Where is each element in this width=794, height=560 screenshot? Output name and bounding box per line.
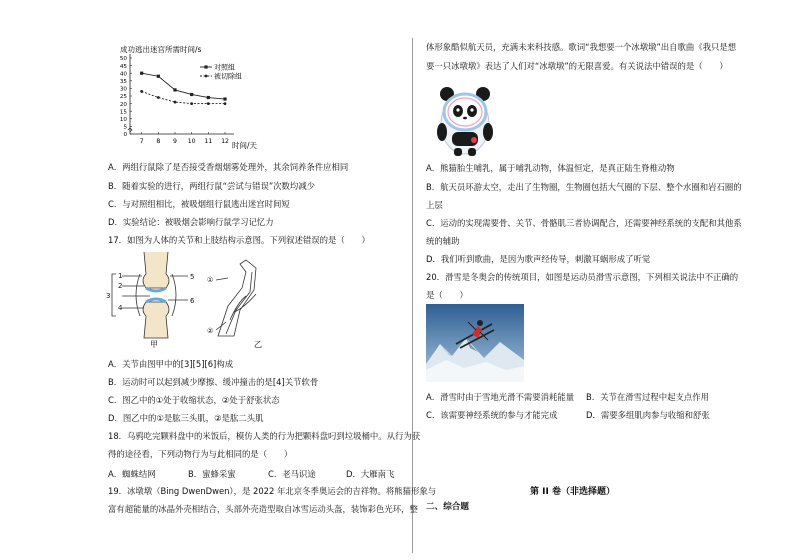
chart-ytick-label: 35 bbox=[119, 79, 127, 85]
chart-legend bbox=[200, 63, 242, 81]
chart-point bbox=[223, 97, 226, 100]
q18-line-1: 18．乌鸦吃完颗料盘中的米饭后，模仿人类的行为把颗料盘叼到垃圾桶中。从行为获 bbox=[108, 431, 421, 441]
q17-option-a: A．关节由图甲中的[3][5][6]构成 bbox=[108, 359, 234, 369]
fig17-label-1: 1 bbox=[118, 272, 123, 280]
fig17-label-2: 2 bbox=[118, 282, 123, 290]
q16-option-c: C．与对照组相比，被吸烟组行鼠逃出迷宫时间短 bbox=[108, 199, 290, 209]
chart-ytick-label: 15 bbox=[119, 109, 127, 116]
chart-xtick-label: 11 bbox=[204, 138, 213, 145]
q20-line-2: 是（ ） bbox=[426, 290, 468, 300]
skier-photo bbox=[426, 304, 524, 382]
fig17-label-6: 6 bbox=[190, 297, 195, 305]
chart-point bbox=[207, 96, 210, 99]
q19-cont-2: 要一只冰墩墩》表达了人们对“冰墩墩”的无限喜爱。有关说法中错误的是（ ） bbox=[426, 61, 728, 71]
q17-option-b: B．运动时可以起到减少摩擦、缓冲撞击的是[4]关节软骨 bbox=[108, 377, 319, 387]
chart-point bbox=[207, 102, 210, 105]
q19-option-b-cont: 上层 bbox=[426, 200, 443, 210]
q20-option-d: D．需要多组肌肉参与收缩和舒张 bbox=[586, 410, 710, 420]
fig17-caption-jia: 甲 bbox=[150, 340, 158, 349]
chart-legend-marker bbox=[204, 65, 207, 68]
q19-option-c-cont: 统的辅助 bbox=[426, 236, 460, 246]
chart-xtick-label: 10 bbox=[187, 138, 196, 145]
chart-ylabel: 成功逃出迷宫所需时间/s bbox=[120, 45, 202, 54]
chart-ytick-label: 40 bbox=[119, 71, 127, 78]
chart-point bbox=[190, 93, 193, 96]
q18-option-b: B．蜜蜂采蜜 bbox=[188, 469, 236, 479]
chart-legend-label: 被切除组 bbox=[214, 72, 242, 81]
q16-option-d: D．实验结论：被吸烟会影响行鼠学习记忆力 bbox=[108, 217, 274, 227]
chart-xtick-label: 12 bbox=[221, 138, 229, 145]
q19-cont-1: 体形象酷似航天员，充满未来科技感。歌词“我想要一个冰墩墩”出自歌曲《我只是想 bbox=[426, 42, 737, 52]
column-divider bbox=[412, 38, 413, 553]
fig17-label-3: 3 bbox=[106, 292, 111, 300]
q20-option-c: C．该需要神经系统的参与才能完成 bbox=[426, 410, 558, 420]
chart-point bbox=[157, 75, 160, 78]
chart-point bbox=[140, 72, 143, 75]
chart-point bbox=[190, 102, 193, 105]
chart-ytick-label: 25 bbox=[119, 94, 127, 101]
joint-arm-figure bbox=[106, 250, 286, 349]
arm-diagram bbox=[216, 260, 256, 336]
chart-xtick-label: 9 bbox=[173, 138, 177, 145]
chart-xlabel: 时间/天 bbox=[232, 141, 258, 150]
chart-ytick-label: 30 bbox=[119, 86, 127, 93]
chart-series-line bbox=[142, 73, 225, 99]
part2-subtitle: 二、综合题 bbox=[426, 502, 469, 512]
q20-option-b: B．关节在滑雪过程中起支点作用 bbox=[586, 392, 709, 402]
q19-option-a: A．熊猫胎生哺乳，属于哺乳动物，体温恒定，是真正陆生脊椎动物 bbox=[426, 163, 675, 173]
chart-point bbox=[174, 101, 177, 104]
chart-ytick-label: 50 bbox=[119, 56, 127, 63]
chart-point bbox=[157, 96, 160, 99]
q18-option-c: C．老马识途 bbox=[268, 469, 316, 479]
chart-ytick-label: 0 bbox=[123, 132, 127, 139]
q20-line-1: 20．滑雪是冬奥会的传统项目，如图是运动员滑雪示意图，下列相关说法中不正确的 bbox=[426, 272, 739, 282]
chart-point bbox=[140, 90, 143, 93]
chart-point bbox=[173, 88, 176, 91]
q17-option-d: D．图乙中的①是肱三头肌，②是肱二头肌 bbox=[108, 413, 264, 423]
q19-line-2: 富有超能量的冰晶外壳相结合，头部外壳造型取自冰雪运动头盔，装饰彩色光环，整 bbox=[108, 504, 418, 514]
part2-title: 第 II 卷（非选择题） bbox=[530, 487, 615, 497]
chart-point bbox=[224, 102, 227, 105]
q19-option-b: B．航天员环游太空，走出了生物圈，生物圈包括大气圈的下层、整个水圈和岩石圈的 bbox=[426, 182, 742, 192]
q19-option-d: D．我们听到歌曲，是因为歌声经传导，刺激耳蜗形成了听觉 bbox=[426, 254, 651, 264]
bing-dwen-dwen-image bbox=[430, 80, 500, 158]
q19-option-c: C．运动的实现需要骨、关节、骨骼肌三者协调配合，还需要神经系统的支配和其他系 bbox=[426, 218, 742, 228]
chart-xtick-label: 7 bbox=[139, 138, 144, 145]
q18-option-a: A．蜘蛛结网 bbox=[108, 469, 156, 479]
q18-option-d: D．大雁南飞 bbox=[346, 469, 395, 479]
joint-diagram bbox=[112, 252, 188, 338]
fig17-caption-yi: 乙 bbox=[254, 340, 262, 349]
chart-ytick-label: 20 bbox=[119, 101, 127, 108]
q20-option-a: A．滑雪时由于雪地光滑不需要消耗能量 bbox=[426, 392, 575, 402]
line-chart bbox=[108, 42, 278, 152]
chart-ytick-label: 5 bbox=[123, 124, 127, 131]
q16-option-b: B．随着实验的进行，两组行鼠“尝试与错误”次数均减少 bbox=[108, 181, 316, 191]
arm-label-1: ① bbox=[207, 276, 214, 284]
chart-xtick-label: 8 bbox=[156, 138, 161, 145]
fig17-label-4: 4 bbox=[118, 304, 123, 312]
chart-legend-label: 对照组 bbox=[214, 63, 235, 72]
q16-option-a: A．两组行鼠除了是否接受香烟烟雾处理外，其余饲养条件应相同 bbox=[108, 162, 349, 172]
chart-ytick-label: 45 bbox=[119, 63, 127, 70]
fig17-label-5: 5 bbox=[190, 273, 195, 281]
arm-label-2: ② bbox=[207, 327, 214, 335]
q19-line-1: 19．冰墩墩（Bing DwenDwen），是 2022 年北京冬季奥运会的吉祥物。将熊猫形象与 bbox=[108, 486, 437, 496]
q17-option-c: C．图乙中的①处于收缩状态，②处于舒张状态 bbox=[108, 395, 280, 405]
q17-stem: 17．如图为人体的关节和上肢结构示意图。下列叙述错误的是（ ） bbox=[108, 235, 370, 245]
chart-ytick-label: 10 bbox=[119, 117, 127, 123]
chart-legend-marker bbox=[205, 75, 208, 78]
q18-line-2: 得的途径看，下列动物行为与此相同的是（ ） bbox=[108, 449, 293, 459]
